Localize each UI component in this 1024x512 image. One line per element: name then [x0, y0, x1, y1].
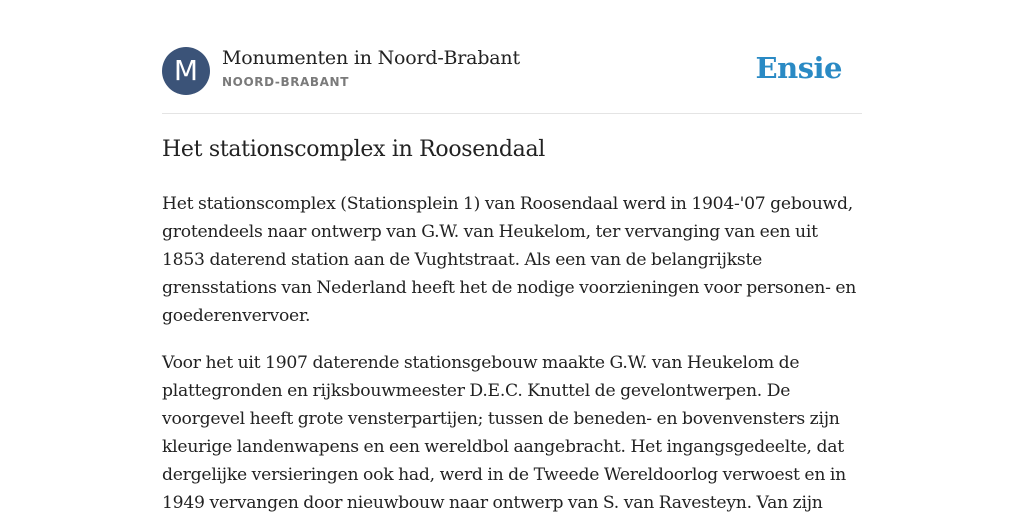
article-paragraph: Voor het uit 1907 daterende stationsgebouw maakte G.W. van Heukelom de plattegronden en rijksbouwmeester D.E.C. Knuttel de gevelontwerpen. De voorgevel heeft grote vensterpartijen; tussen de beneden- en bovenvensters zijn kleurige landenwapens en een wereldbol aangebracht. Het ingangsgedeelte, dat dergelijke versieringen ook had, werd in de Tweede Wereldoorlog verwoest en in 1949 vervangen door nieuwbouw naar ontwerp van S. van Ravesteyn. Van zijn [162, 353, 846, 512]
site-subtitle[interactable]: NOORD-BRABANT [222, 75, 349, 89]
site-title[interactable]: Monumenten in Noord-Brabant [222, 47, 520, 69]
article-title: Het stationscomplex in Roosendaal [162, 137, 546, 162]
header-divider [162, 113, 862, 114]
site-header [162, 46, 862, 96]
brand-logo[interactable]: Ensie [755, 51, 842, 85]
article-body [162, 190, 862, 512]
avatar[interactable]: M [162, 47, 210, 95]
article-paragraph: Het stationscomplex (Stationsplein 1) van Roosendaal werd in 1904-'07 gebouwd, grotendeels naar ontwerp van G.W. van Heukelom, ter vervanging van een uit 1853 daterend station aan de Vughtstraat. Als een van de belangrijkste grensstations van Nederland heeft het de nodige voorzieningen voor personen- en goederenvervoer. [162, 194, 857, 326]
